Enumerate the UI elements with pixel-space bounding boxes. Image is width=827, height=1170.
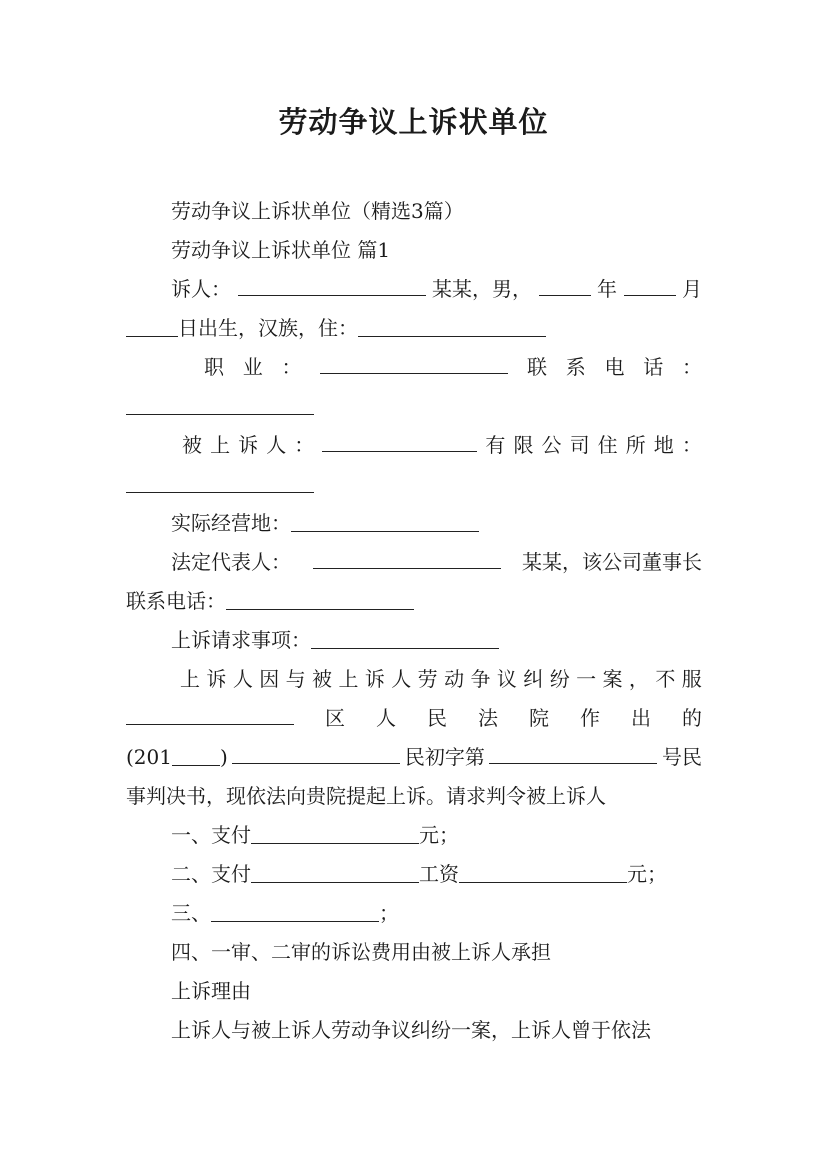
residence-blank	[358, 316, 546, 337]
occupation-char: 职	[204, 355, 224, 379]
company-char: 地	[653, 433, 674, 457]
legal-rep-phone-blank	[226, 589, 414, 610]
body-char: 人	[376, 706, 396, 730]
body-char: 出	[631, 706, 651, 730]
case-type-label: 民初字第	[404, 745, 485, 769]
body-line-2	[126, 703, 702, 733]
business-place-label: 实际经营地：	[171, 511, 291, 535]
body-char: 因	[259, 667, 280, 691]
body-char: 作	[580, 706, 600, 730]
case-year-blank	[172, 745, 220, 766]
claims-label-line	[126, 625, 702, 655]
occupation-blank	[320, 353, 508, 374]
claim-two-blank-2	[459, 862, 627, 883]
respondent-char: 人	[266, 433, 287, 457]
legal-rep-blank	[313, 548, 501, 569]
claim-two-blank-1	[251, 862, 419, 883]
claims-blank	[311, 628, 499, 649]
claim-four: 四、一审、二审的诉讼费用由被上诉人承担	[171, 940, 551, 964]
claim-one-suffix: 元；	[419, 823, 459, 847]
body-char: 被	[312, 667, 333, 691]
body-char: 纠	[523, 667, 544, 691]
company-char: 有	[485, 433, 506, 457]
birth-residence-label: 日出生，汉族，住：	[178, 316, 358, 340]
phone-char: 电	[604, 355, 625, 379]
company-name-blank	[322, 431, 477, 452]
body-char: 上	[180, 667, 200, 691]
body-char: 院	[529, 706, 549, 730]
phone-char: 联	[527, 355, 547, 379]
claim-one-prefix: 一、支付	[171, 823, 251, 847]
phone-blank	[126, 394, 314, 415]
business-place-line	[126, 508, 702, 538]
company-char: 所	[625, 433, 646, 457]
intro-line: 劳动争议上诉状单位（精选3篇）	[171, 199, 464, 223]
reasons-text: 上诉人与被上诉人劳动争议纠纷一案，上诉人曾于依法	[171, 1018, 651, 1042]
birth-year-blank	[539, 275, 591, 296]
body-line-3	[126, 742, 702, 772]
claim-one	[126, 820, 702, 850]
claim-two-suffix: 元；	[627, 862, 667, 886]
body-char: 议	[496, 667, 517, 691]
case-year-paren: )	[219, 745, 228, 769]
body-char: 纷	[549, 667, 570, 691]
body-char: 诉	[364, 667, 385, 691]
company-char: 住	[597, 433, 618, 457]
respondent-char: 上	[210, 433, 231, 457]
claim-two-mid: 工资	[419, 862, 459, 886]
phone-char: 系	[565, 355, 586, 379]
respondent-char: 被	[182, 433, 202, 457]
occupation-line	[126, 352, 702, 382]
claim-three-suffix: ；	[379, 901, 399, 925]
body-line-4: 事判决书，现依法向贵院提起上诉。请求判令被上诉人	[126, 784, 606, 808]
claim-one-blank	[251, 823, 419, 844]
company-char: ：	[681, 433, 702, 457]
body-char: 动	[444, 667, 465, 691]
respondent-line	[126, 430, 702, 460]
appellant-label: 诉人：	[171, 277, 231, 301]
reasons-heading: 上诉理由	[171, 979, 251, 1003]
body-char: 与	[285, 667, 306, 691]
appellant-line	[126, 274, 702, 304]
body-char: 民	[427, 706, 447, 730]
body-char: 法	[478, 706, 498, 730]
body-char: 上	[338, 667, 359, 691]
case-year-prefix: (201	[126, 745, 172, 769]
phone-char: ：	[682, 355, 702, 379]
occupation-char: 业	[242, 355, 263, 379]
claim-three-blank	[211, 901, 379, 922]
company-char: 司	[569, 433, 590, 457]
address-blank	[126, 472, 314, 493]
section-heading: 劳动争议上诉状单位 篇1	[171, 238, 391, 262]
business-place-blank	[291, 511, 479, 532]
body-char: 案	[602, 667, 623, 691]
case-number-blank	[489, 743, 657, 764]
claim-three-prefix: 三、	[171, 901, 211, 925]
claim-two	[126, 859, 702, 889]
body-char: 人	[391, 667, 412, 691]
birth-month-blank	[624, 275, 676, 296]
body-char: 一	[576, 667, 597, 691]
respondent-char: 诉	[238, 433, 259, 457]
body-line-1	[126, 664, 702, 694]
claims-label: 上诉请求事项：	[171, 628, 311, 652]
appellant-line-2	[126, 313, 702, 343]
claim-two-prefix: 二、支付	[171, 862, 251, 886]
appellant-name-blank	[238, 275, 426, 296]
address-line-2	[126, 469, 702, 499]
body-char: 人	[232, 667, 253, 691]
body-char: 争	[470, 667, 491, 691]
phone-line-2	[126, 391, 702, 421]
company-char: 公	[541, 433, 562, 457]
phone-char: 话	[643, 355, 664, 379]
year-label: 年	[597, 277, 617, 301]
body-char: 服	[681, 667, 702, 691]
legal-rep-suffix: 某某，该公司董事长	[522, 550, 702, 574]
document-title: 劳动争议上诉状单位	[278, 105, 549, 139]
court-code-blank	[232, 743, 400, 764]
legal-rep-line	[126, 547, 702, 577]
legal-rep-phone-label: 联系电话：	[126, 589, 226, 613]
occupation-char: ：	[281, 355, 302, 379]
body-char: 不	[655, 667, 676, 691]
body-char: ，	[628, 667, 649, 691]
month-label: 月	[682, 277, 702, 301]
court-blank	[126, 704, 294, 725]
body-char: 区	[325, 706, 345, 730]
case-number-suffix: 号民	[661, 745, 702, 769]
legal-rep-phone-line	[126, 586, 702, 616]
body-char: 诉	[206, 667, 227, 691]
claim-three	[126, 898, 702, 928]
legal-rep-label: 法定代表人：	[171, 550, 291, 574]
company-char: 限	[513, 433, 534, 457]
birth-day-blank	[126, 316, 178, 337]
body-char: 劳	[417, 667, 438, 691]
case-year-group	[126, 742, 228, 772]
body-char: 的	[682, 706, 702, 730]
appellant-name-suffix: 某某，男，	[432, 277, 532, 301]
respondent-char: ：	[294, 433, 315, 457]
